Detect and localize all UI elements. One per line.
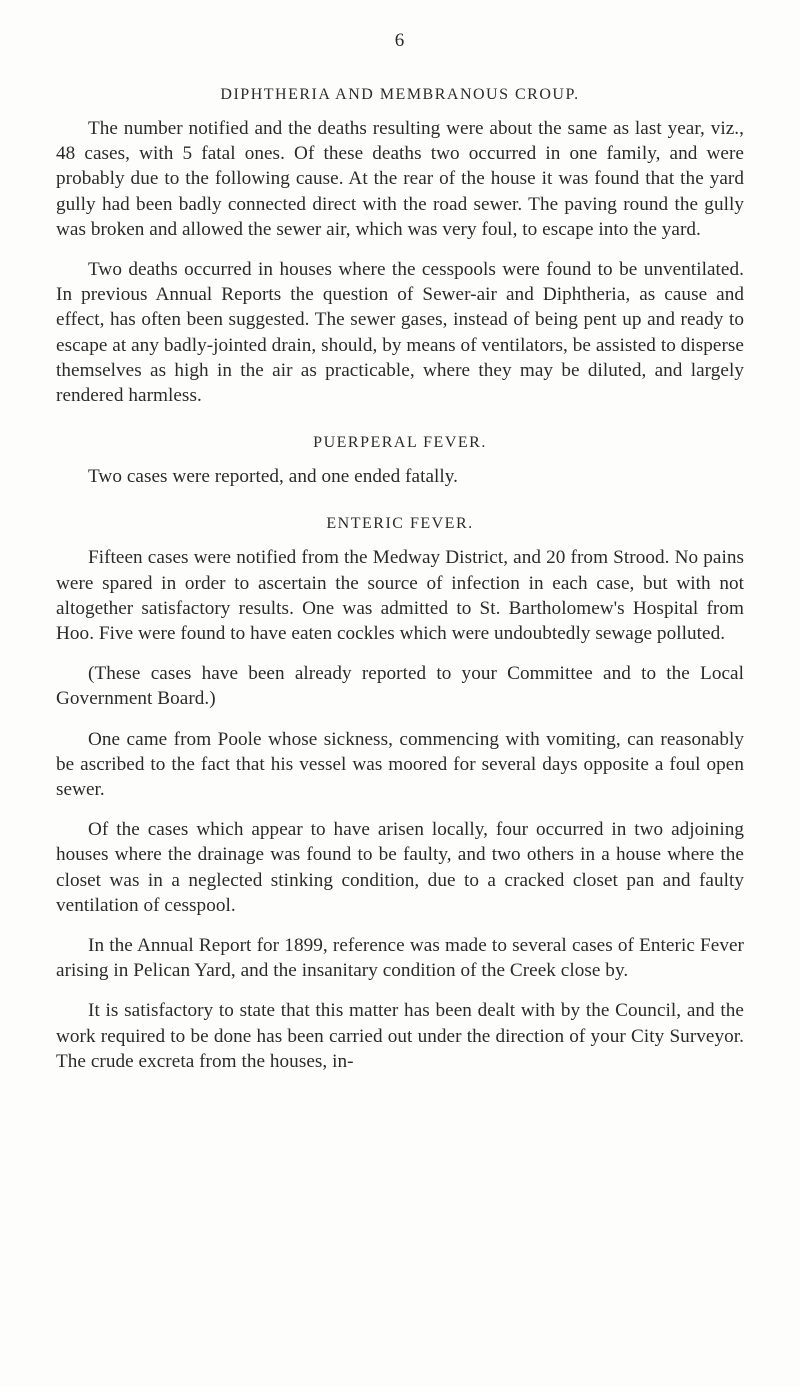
paragraph-enteric-6: It is satisfactory to state that this matter has been dealt with by the Council, and the work required to be done has been carried out under the direction of your City Surveyor. The crude excreta from the houses, in- [56, 1000, 744, 1072]
paragraph-enteric-3: One came from Poole whose sickness, commencing with vomiting, can reasonably be ascribed to the fact that his vessel was moored for several days opposite a foul open sewer. [56, 728, 744, 801]
heading-enteric-fever: ENTERIC FEVER. [326, 515, 474, 533]
heading-puerperal-fever: PUERPERAL FEVER. [313, 434, 487, 452]
page-content [56, 86, 744, 1074]
paragraph-enteric-1: Fifteen cases were notified from the Medway District, and 20 from Strood. No pains were spared in order to ascertain the source of infection in each case, but with not altogether satisfactory results. One was admitted to St. Bartholomew's Hospital from Hoo. Five were found to have eaten cockles which were undoubtedly sewage polluted. [56, 547, 744, 645]
paragraph-enteric-4: Of the cases which appear to have arisen locally, four occurred in two adjoining houses where the drainage was found to be faulty, and two others in a house where the closet was in a neglected stinking condition, due to a cracked closet pan and faulty ventilation of cesspool. [56, 819, 744, 916]
paragraph-enteric-5: In the Annual Report for 1899, reference was made to several cases of Enteric Fever arising in Pelican Yard, and the insanitary condition of the Creek close by. [56, 935, 744, 982]
heading-diphtheria: DIPHTHERIA AND MEMBRANOUS CROUP. [220, 86, 580, 103]
page-number: 6 [394, 30, 406, 51]
paragraph-puerperal-1: Two cases were reported, and one ended fatally. [88, 466, 459, 488]
paragraph-diphtheria-2: Two deaths occurred in houses where the cesspools were found to be unventilated. In previous Annual Reports the question of Sewer-air and Diphtheria, as cause and effect, has often been suggested. The sewer gases, instead of being pent up and ready to escape at any badly-jointed drain, should, by means of ventilators, be assisted to disperse themselves as high in the air as practicable, where they may be diluted, and largely rendered harmless. [56, 259, 744, 407]
paragraph-enteric-2: (These cases have been already reported to your Committee and to the Local Government Board.) [56, 663, 744, 710]
paragraph-diphtheria-1: The number notified and the deaths resulting were about the same as last year, viz., 48 cases, with 5 fatal ones. Of these deaths two occurred in one family, and were probably due to the following cause. At the rear of the house it was found that the yard gully had been badly connected direct with the road sewer. The paving round the gully was broken and allowed the sewer air, which was very foul, to escape into the yard. [56, 118, 744, 240]
